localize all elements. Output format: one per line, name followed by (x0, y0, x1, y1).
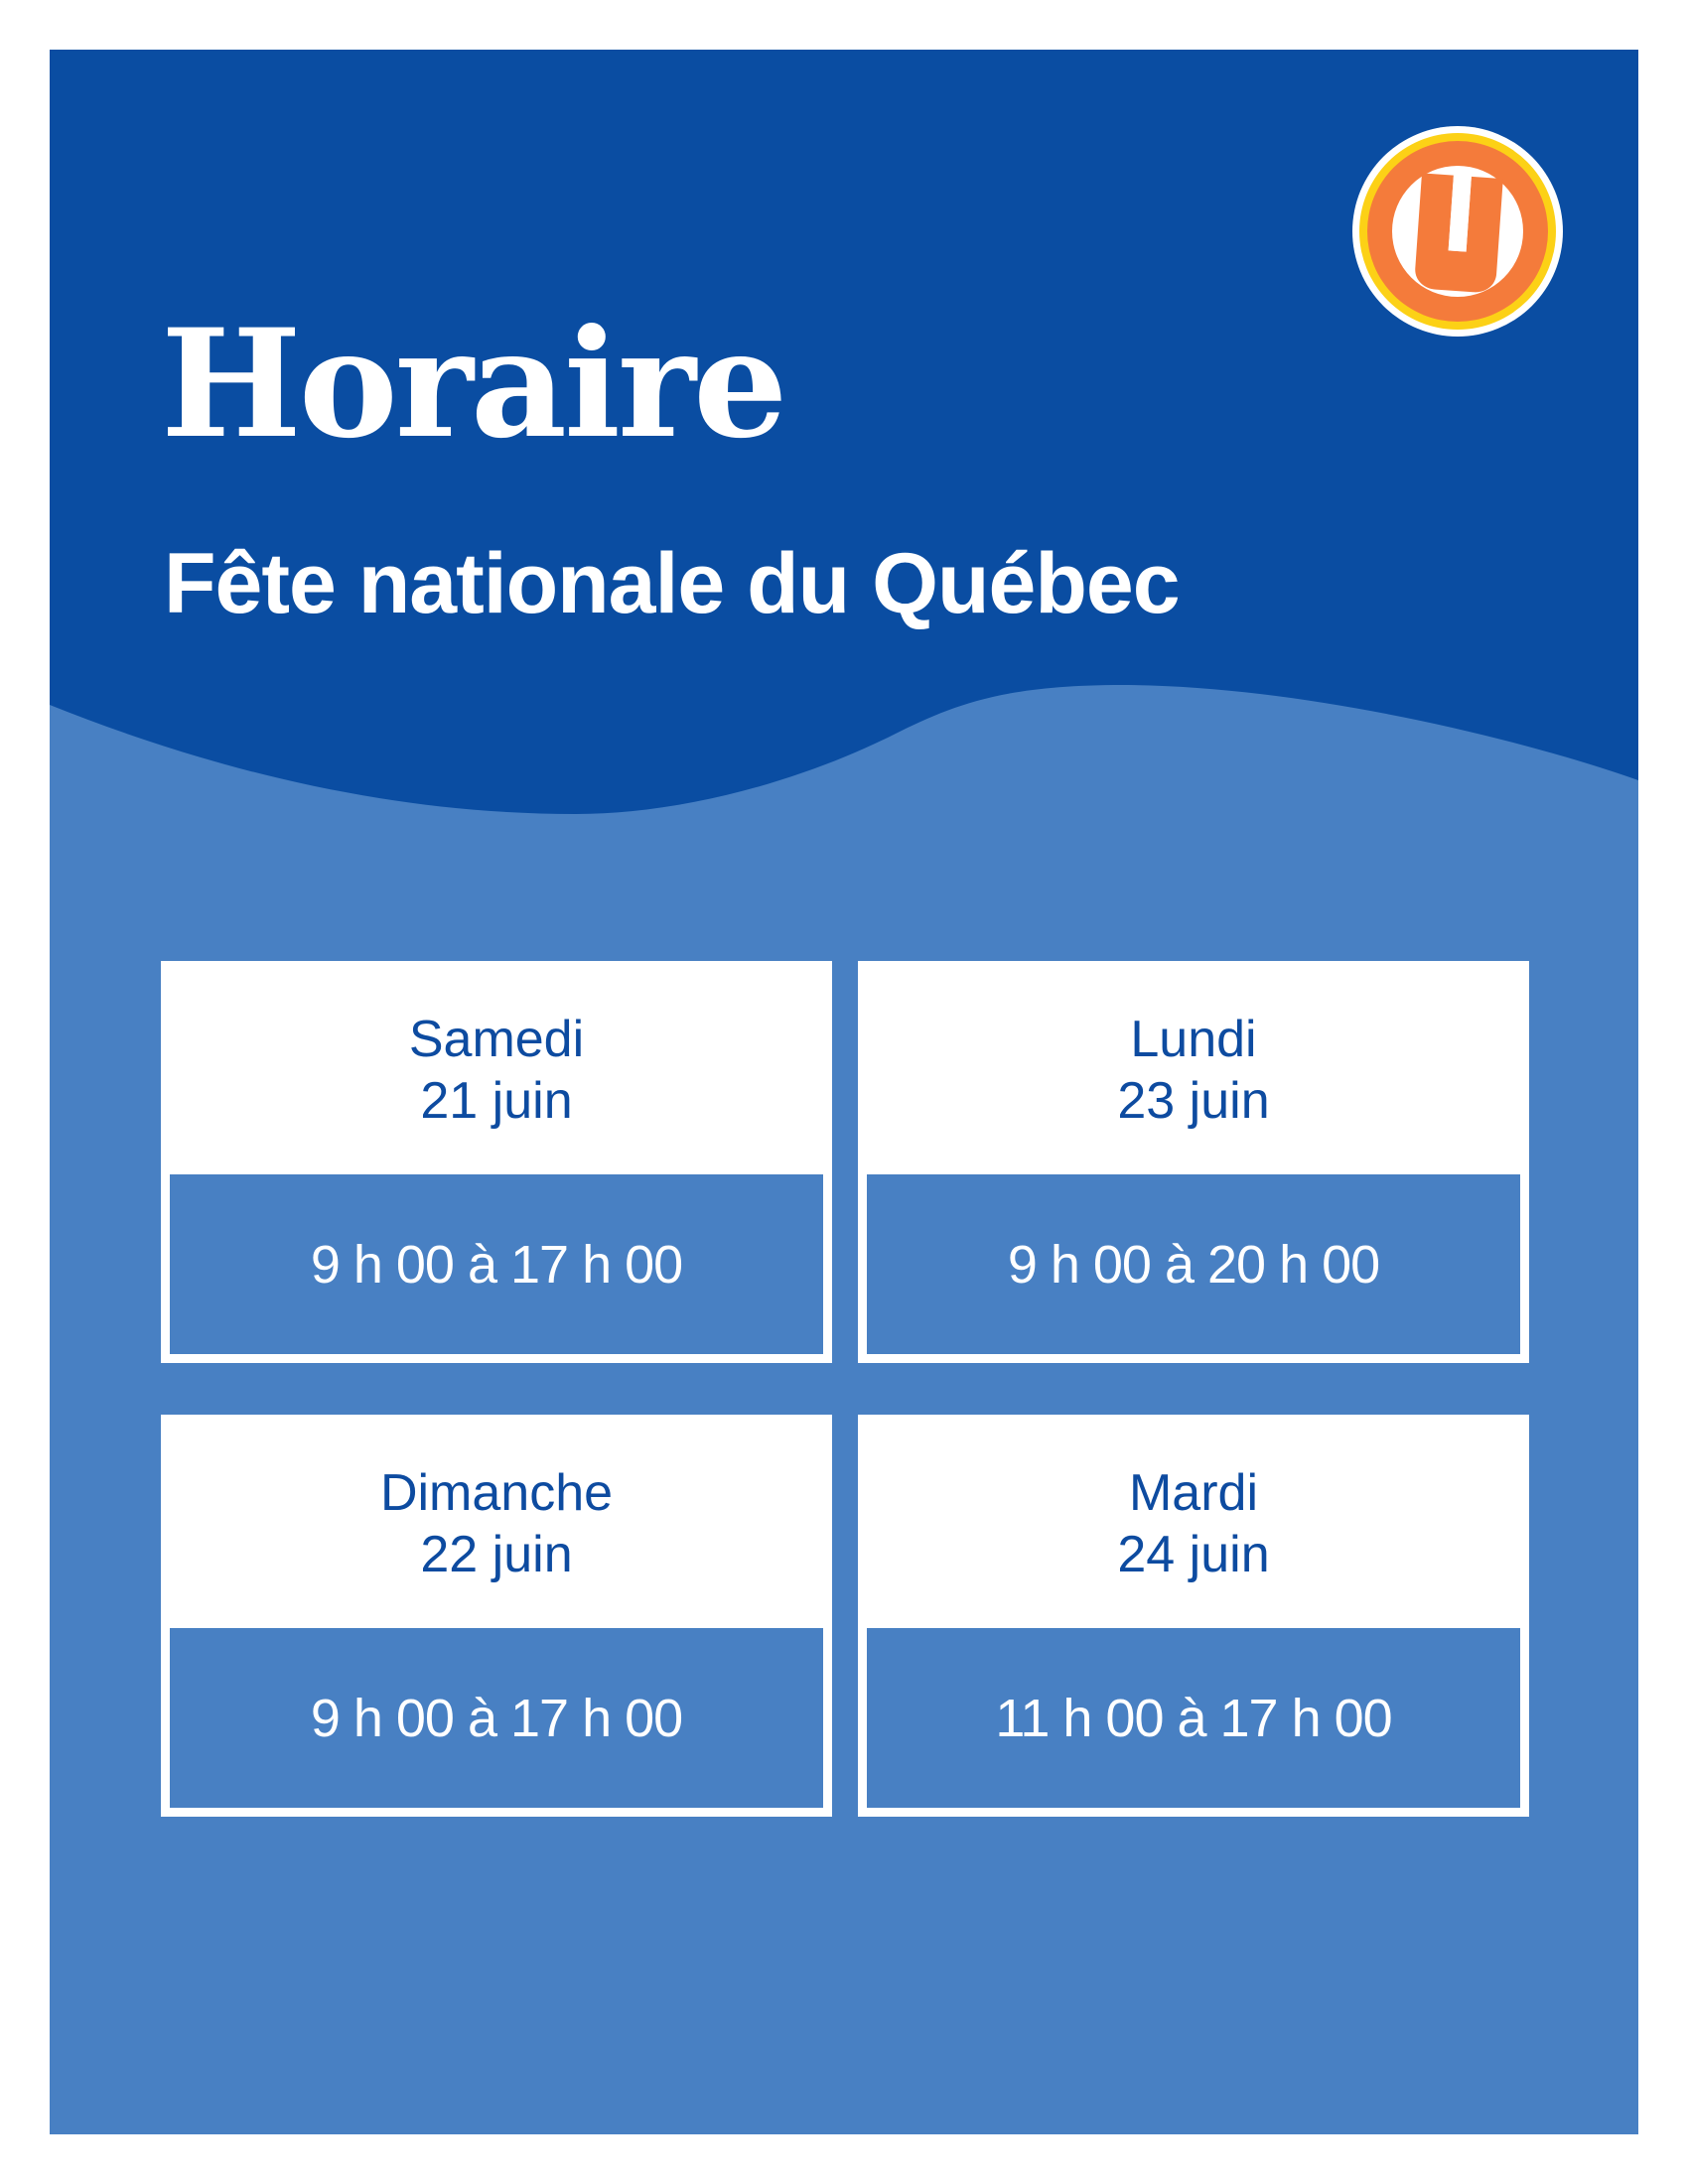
schedule-card-samedi (161, 961, 832, 1363)
hours-label: 9 h 00 à 20 h 00 (867, 1174, 1520, 1354)
page-title: Horaire (161, 297, 785, 472)
date-label: 23 juin (1117, 1072, 1270, 1130)
card-date-header (166, 966, 827, 1174)
date-label: 22 juin (420, 1526, 573, 1583)
day-label: Samedi (408, 1010, 585, 1068)
day-label: Dimanche (379, 1463, 614, 1522)
day-label: Lundi (1130, 1010, 1257, 1068)
date-label: 21 juin (420, 1072, 573, 1130)
schedule-card-dimanche (161, 1415, 832, 1817)
hours-label: 9 h 00 à 17 h 00 (170, 1628, 823, 1808)
poster (50, 50, 1638, 2134)
card-date-header (863, 966, 1524, 1174)
hours-label: 11 h 00 à 17 h 00 (867, 1628, 1520, 1808)
schedule-grid (161, 961, 1529, 1817)
day-label: Mardi (1128, 1463, 1259, 1522)
hours-label: 9 h 00 à 17 h 00 (170, 1174, 823, 1354)
card-date-header (863, 1420, 1524, 1628)
date-label: 24 juin (1117, 1526, 1270, 1583)
page-subtitle: Fête nationale du Québec (164, 536, 1180, 631)
card-date-header (166, 1420, 827, 1628)
u-logo-icon (1350, 124, 1565, 339)
schedule-card-mardi (858, 1415, 1529, 1817)
schedule-card-lundi (858, 961, 1529, 1363)
